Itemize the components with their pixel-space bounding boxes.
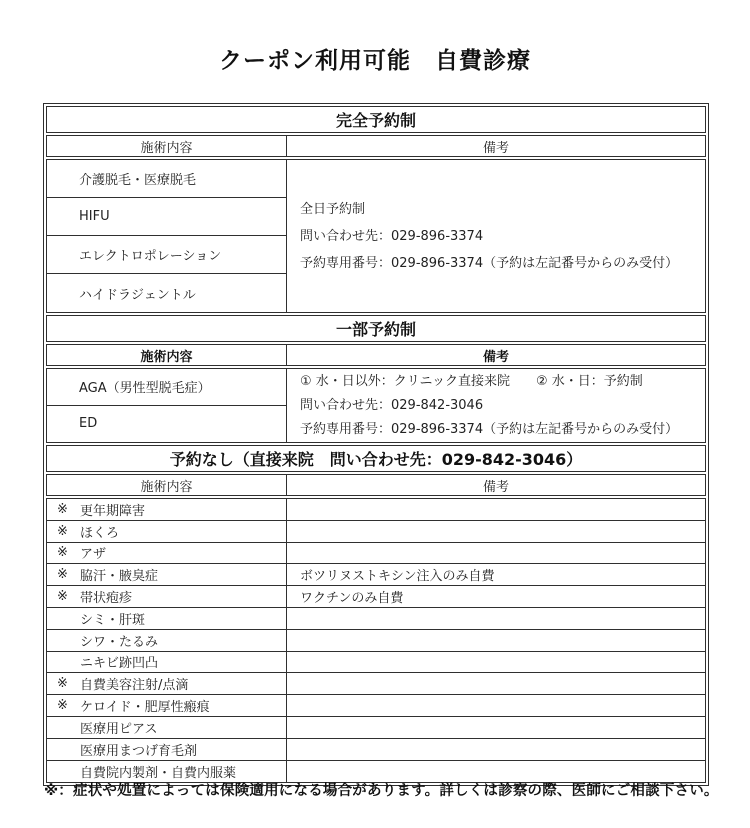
insurance-note-mark: ※ xyxy=(57,501,68,517)
remark-cell xyxy=(287,739,705,760)
remarks-line: 問い合わせ先：029-896-3374 xyxy=(300,228,484,244)
section1-body xyxy=(46,159,706,313)
table-row xyxy=(47,695,705,717)
remarks-line: 問い合わせ先：029-842-3046 xyxy=(300,397,484,413)
remarks-line: 予約専用番号：029-896-3374（予約は左記番号からのみ受付） xyxy=(300,421,679,437)
treatment-cell: 介護脱毛・医療脱毛 xyxy=(47,160,286,198)
table-row xyxy=(47,630,705,652)
treatment-label: シミ・肝斑 xyxy=(80,612,146,628)
treatment-label: 更年期障害 xyxy=(80,503,146,519)
remarks-line: ① 水・日以外：クリニック直接来院 ② 水・日：予約制 xyxy=(300,373,643,389)
table-row xyxy=(47,673,705,695)
section3-column-header-row xyxy=(46,474,706,496)
treatment-label: 医療用まつげ育毛剤 xyxy=(80,743,198,759)
treatment-cell: エレクトロポレーション xyxy=(47,236,286,274)
section1-header-treatment: 施術内容 xyxy=(47,136,287,156)
table-row xyxy=(47,608,705,630)
treatment-label: 帯状疱疹 xyxy=(80,591,133,607)
page-title: クーポン利用可能 自費診療 xyxy=(219,48,531,74)
section-band-no-reservation: 予約なし（直接来院 問い合わせ先：029-842-3046） xyxy=(46,445,706,472)
table-row xyxy=(47,586,705,608)
table-row xyxy=(47,717,705,739)
section2-remarks-cell xyxy=(287,369,705,442)
table-row xyxy=(47,499,705,521)
table-row xyxy=(47,564,705,586)
table-row xyxy=(47,652,705,674)
table-row xyxy=(47,739,705,761)
treatment-label: アザ xyxy=(80,547,107,563)
treatment-label: 脇汗・腋臭症 xyxy=(80,569,159,585)
treatment-label: ケロイド・肥厚性瘢痕 xyxy=(80,700,210,716)
treatment-label: シワ・たるみ xyxy=(80,634,159,650)
section2-body xyxy=(46,368,706,443)
remark-cell xyxy=(287,695,705,716)
treatment-cell: AGA（男性型脱毛症） xyxy=(47,369,286,406)
insurance-note-mark: ※ xyxy=(57,676,68,692)
remark-cell: ボツリヌストキシン注入のみ自費 xyxy=(300,569,495,585)
table-row xyxy=(47,521,705,543)
remark-cell xyxy=(287,652,705,673)
insurance-note-mark: ※ xyxy=(57,589,68,605)
treatment-label: 医療用ピアス xyxy=(80,721,158,737)
remark-cell xyxy=(287,543,705,564)
insurance-note-mark: ※ xyxy=(57,523,68,539)
treatment-pricing-table xyxy=(43,103,709,786)
remarks-line: 全日予約制 xyxy=(300,201,366,217)
remark-cell xyxy=(287,673,705,694)
remarks-line: 予約専用番号：029-896-3374（予約は左記番号からのみ受付） xyxy=(300,255,679,271)
remark-cell xyxy=(287,717,705,738)
remark-cell xyxy=(287,499,705,520)
treatment-cell: ED xyxy=(79,416,98,432)
treatment-label: ほくろ xyxy=(80,525,120,541)
section1-remarks-cell xyxy=(287,160,705,312)
footnote: ※：症状や処置によっては保険適用になる場合があります。詳しくは診察の際、医師にご相談下さい。 xyxy=(44,783,719,799)
insurance-note-mark: ※ xyxy=(57,698,68,714)
insurance-note-mark: ※ xyxy=(57,567,68,583)
table-row xyxy=(47,543,705,565)
treatment-label: ニキビ跡凹凸 xyxy=(80,656,159,672)
section3-header-remarks: 備考 xyxy=(482,479,509,495)
section3-header-treatment: 施術内容 xyxy=(47,475,287,495)
treatment-label: 自費美容注射/点滴 xyxy=(80,678,189,694)
insurance-note-mark: ※ xyxy=(57,545,68,561)
section-band-partial-reservation: 一部予約制 xyxy=(46,315,706,342)
section2-column-header-row xyxy=(46,344,706,366)
section3-body xyxy=(46,498,706,783)
remark-cell xyxy=(287,521,705,542)
section2-header-treatment: 施術内容 xyxy=(47,345,287,365)
treatment-cell: HIFU xyxy=(47,198,286,236)
section1-header-remarks: 備考 xyxy=(482,140,509,156)
remark-cell: ワクチンのみ自費 xyxy=(300,591,404,607)
section2-header-remarks: 備考 xyxy=(482,349,509,365)
treatment-cell: ハイドラジェントル xyxy=(79,287,196,303)
section1-column-header-row xyxy=(46,135,706,157)
treatment-label: 自費院内製剤・自費内服薬 xyxy=(80,765,237,781)
remark-cell xyxy=(287,608,705,629)
remark-cell xyxy=(287,630,705,651)
section-band-full-reservation: 完全予約制 xyxy=(46,106,706,133)
